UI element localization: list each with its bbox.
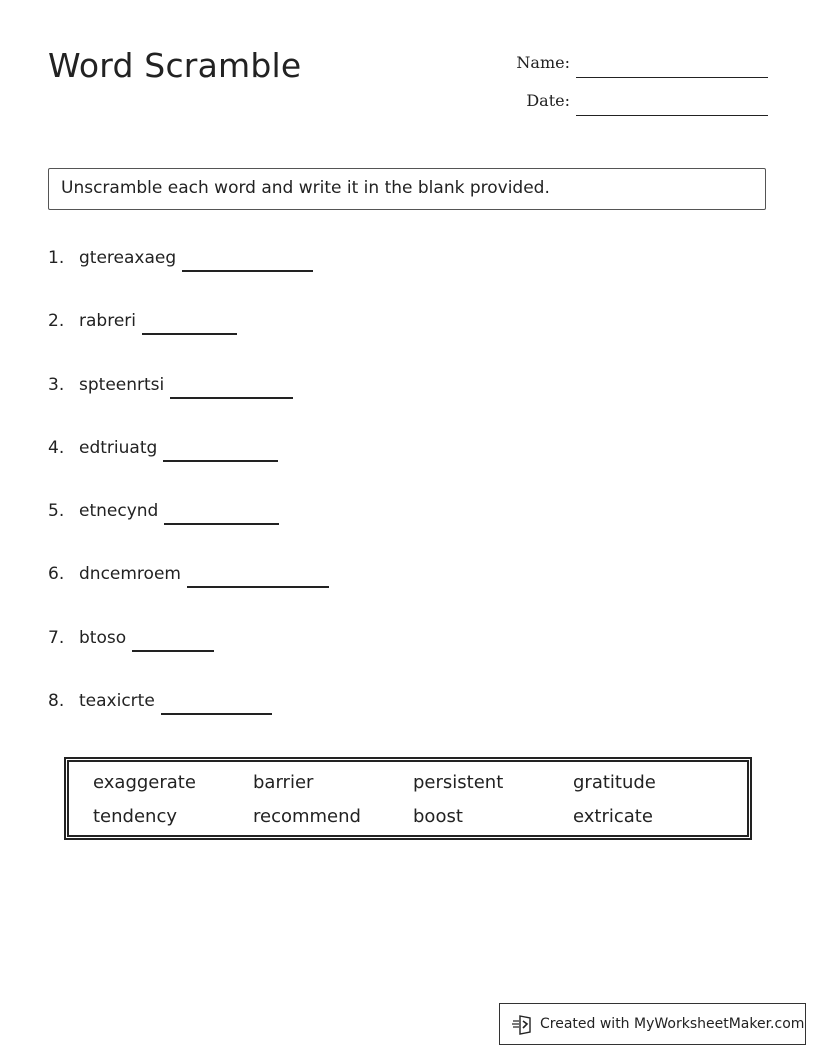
name-field <box>500 48 768 78</box>
answer-blank[interactable] <box>170 375 293 399</box>
problem-item <box>48 438 329 501</box>
problem-number: 7. <box>48 627 65 648</box>
answer-blank[interactable] <box>163 438 278 462</box>
answer-blank[interactable] <box>187 564 329 588</box>
problem-item <box>48 564 329 627</box>
answer-blank[interactable] <box>182 248 313 272</box>
word-bank <box>64 757 752 840</box>
scrambled-word: spteenrtsi <box>79 374 165 395</box>
word-bank-item: persistent <box>413 772 504 793</box>
answer-blank[interactable] <box>164 501 279 525</box>
scrambled-word: etnecynd <box>79 501 159 522</box>
scrambled-word: dncemroem <box>79 564 181 585</box>
date-blank-line[interactable] <box>576 115 768 116</box>
scrambled-word: btoso <box>79 627 127 648</box>
page-title: Word Scramble <box>48 46 302 85</box>
date-label: Date: <box>526 91 570 110</box>
problem-number: 8. <box>48 691 65 712</box>
problem-list <box>48 248 329 754</box>
problem-number: 1. <box>48 248 65 268</box>
word-bank-item: barrier <box>253 772 314 793</box>
word-bank-item: tendency <box>93 806 177 827</box>
word-bank-item: gratitude <box>573 772 656 793</box>
problem-item <box>48 311 329 374</box>
name-label: Name: <box>516 53 570 72</box>
problem-item <box>48 501 329 564</box>
word-bank-item: boost <box>413 806 463 827</box>
answer-blank[interactable] <box>132 628 214 652</box>
scrambled-word: edtriuatg <box>79 437 158 458</box>
word-bank-item: exaggerate <box>93 772 196 793</box>
scrambled-word: teaxicrte <box>79 691 155 712</box>
date-field <box>500 86 768 116</box>
name-blank-line[interactable] <box>576 77 768 78</box>
problem-number: 5. <box>48 501 65 522</box>
instructions-box: Unscramble each word and write it in the blank provided. <box>48 168 766 210</box>
problem-number: 6. <box>48 564 65 585</box>
word-bank-item: recommend <box>253 806 361 827</box>
problem-item <box>48 248 329 311</box>
problem-number: 3. <box>48 374 65 395</box>
problem-number: 4. <box>48 437 65 458</box>
worksheet-maker-logo-icon <box>512 1013 534 1035</box>
scrambled-word: rabreri <box>79 311 136 332</box>
problem-number: 2. <box>48 311 65 332</box>
problem-item <box>48 628 329 691</box>
answer-blank[interactable] <box>142 311 237 335</box>
word-bank-item: extricate <box>573 806 653 827</box>
scrambled-word: gtereaxaeg <box>79 248 177 268</box>
problem-item <box>48 375 329 438</box>
footer-badge[interactable] <box>499 1003 806 1045</box>
problem-item <box>48 691 329 754</box>
word-bank-grid <box>93 772 733 840</box>
answer-blank[interactable] <box>161 691 272 715</box>
footer-text: Created with MyWorksheetMaker.com <box>540 1016 805 1032</box>
